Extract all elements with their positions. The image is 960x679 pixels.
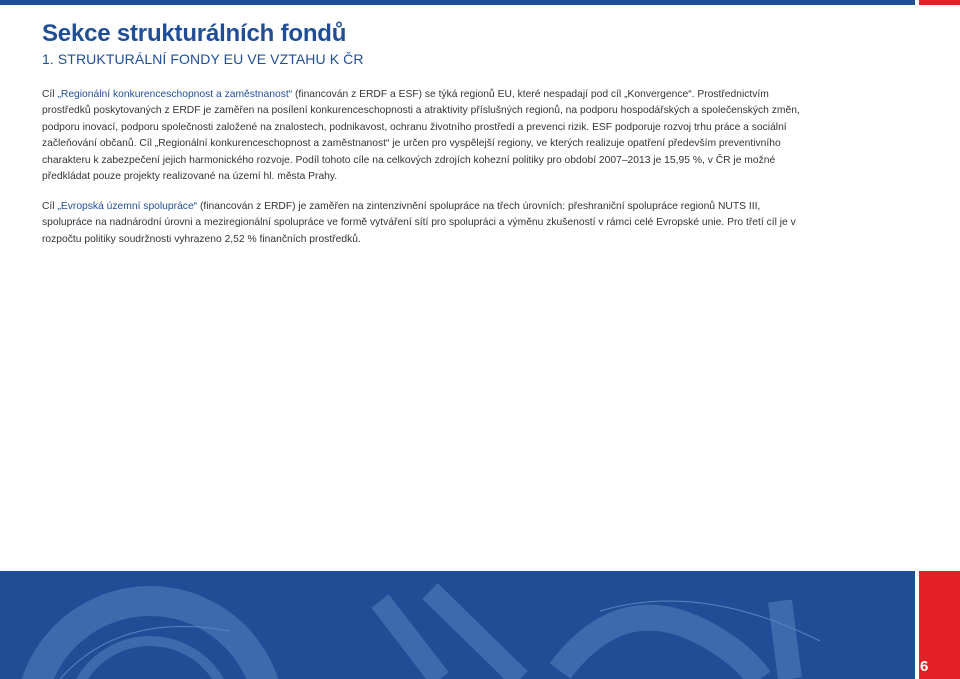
- top-accent-bar: [0, 0, 915, 5]
- highlighted-goal-name: „Regionální konkurenceschopnost a zaměstnanost“: [57, 89, 293, 100]
- paragraph-lead: Cíl: [42, 89, 58, 100]
- paragraph-regional-competitiveness: [42, 87, 812, 185]
- footer-banner: [0, 571, 960, 679]
- paragraph-lead: Cíl: [42, 201, 58, 212]
- paragraph-territorial-cooperation: [42, 199, 812, 248]
- paragraph-body: (financován z ERDF) je zaměřen na zintenzivnění spolupráce na třech úrovních: přeshraniční spolupráce regionů NUTS III, spolupráce na nadnárodní úrovni a meziregionální spolupráce ve formě vytváření sítí pro spolupráci a výměnu zkušeností v rámci celé Evropské unie. Pro třetí cíl je v rozpočtu politiky soudržnosti vyhrazeno 2,52 % finančních prostředků.: [42, 201, 796, 245]
- section-subtitle: 1. STRUKTURÁLNÍ FONDY EU VE VZTAHU K ČR: [42, 51, 364, 67]
- page-number: 6: [920, 658, 929, 675]
- page-title: Sekce strukturálních fondů: [42, 20, 347, 47]
- paragraph-body: (financován z ERDF a ESF) se týká regionů EU, které nespadají pod cíl „Konvergence“. Prostřednictvím prostředků poskytovaných z ERDF je zaměřen na posílení konkurenceschopnosti a atraktivity příslušných regionů, na podporu hospodářských a společenských změn, podporu inovací, podporu společnosti založené na znalostech, podnikavost, ochranu životního prostředí a prevenci rizik. ESF podporuje rozvoj trhu práce a sociální začleňování občanů. Cíl „Regionální konkurenceschopnost a zaměstnanost“ je určen pro vyspělejší regiony, ve kterých realizuje opatření především preventivního charakteru k zabezpečení jejich harmonického rozvoje. Podíl tohoto cíle na celkových zdrojích kohezní politiky pro období 2007–2013 je 15,95 %, v ČR je možné předkládat pouze projekty realizované na území hl. města Prahy.: [42, 89, 800, 183]
- highlighted-goal-name: „Evropská územní spolupráce“: [57, 201, 198, 212]
- footer-graphic: [0, 571, 960, 679]
- top-red-accent: [919, 0, 960, 5]
